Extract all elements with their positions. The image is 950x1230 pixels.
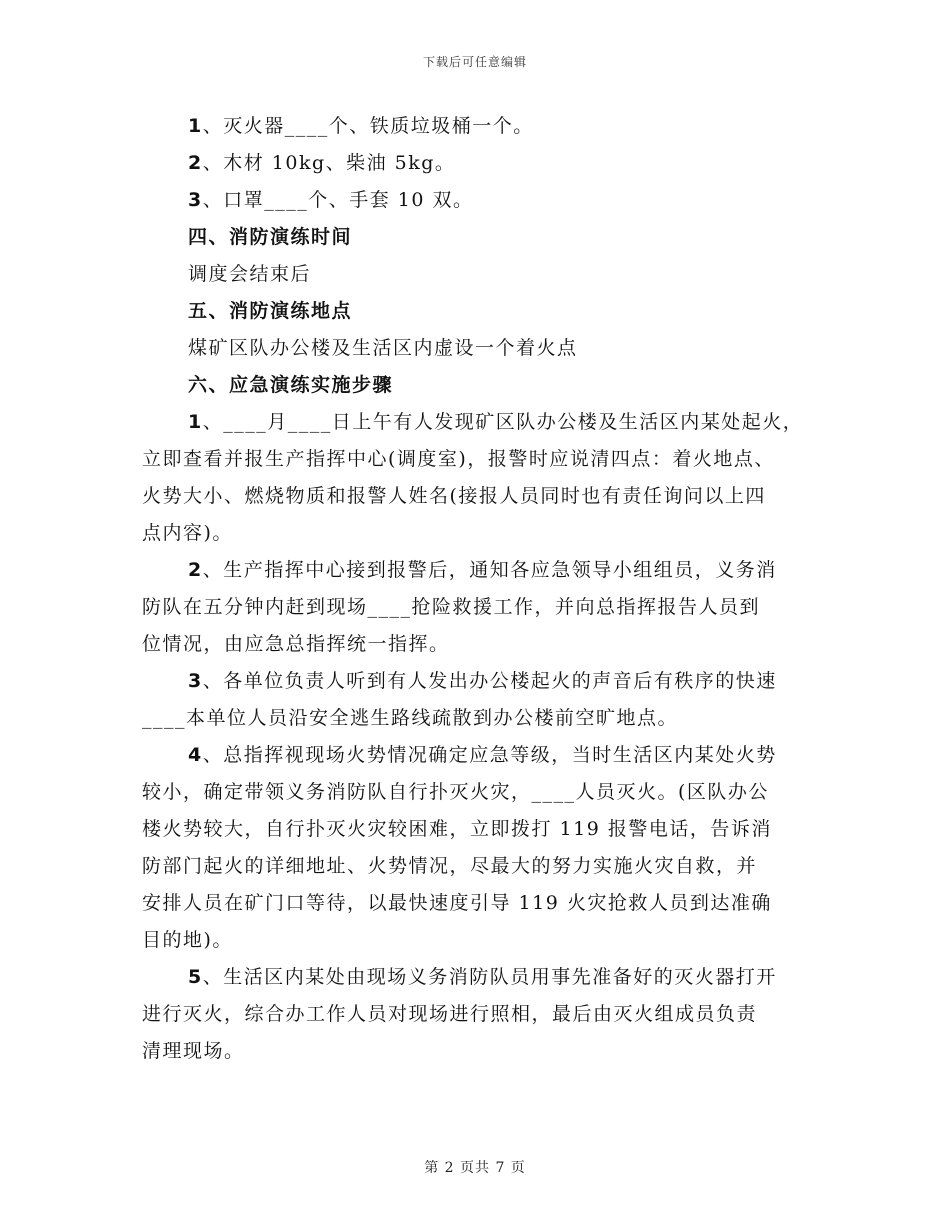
paragraph-line: 防队在五分钟内赶到现场____抢险救援工作，并向总指挥报告人员到	[142, 596, 761, 618]
item-text: 、生产指挥中心接到报警后，通知各应急领导小组组员，义务消	[202, 559, 777, 581]
item-text: 、各单位负责人听到有人发出办公楼起火的声音后有秩序的快速	[202, 670, 777, 692]
paragraph-line: 位情况，由应急总指挥统一指挥。	[142, 633, 450, 655]
section-heading-steps: 六、应急演练实施步骤	[188, 374, 394, 396]
item-text: 、灭火器____个、铁质垃圾桶一个。	[202, 115, 534, 137]
list-item	[142, 404, 814, 441]
list-item	[142, 145, 814, 182]
paragraph-line: 防部门起火的详细地址、火势情况，尽最大的努力实施火灾自救，并	[142, 855, 758, 877]
item-number: 1	[188, 411, 203, 433]
item-text: 、生活区内某处由现场义务消防队员用事先准备好的灭火器打开	[202, 966, 777, 988]
section-heading-time: 四、消防演练时间	[188, 226, 353, 248]
item-text: 、木材 10kg、柴油 5kg。	[202, 152, 456, 174]
page-footer: 第 2 页共 7 页	[424, 1160, 526, 1176]
item-text: 、总指挥视现场火势情况确定应急等级，当时生活区内某处火势	[202, 744, 777, 766]
paragraph-line: ____本单位人员沿安全逃生路线疏散到办公楼前空旷地点。	[142, 707, 679, 729]
paragraph-line: 清理现场。	[142, 1040, 245, 1062]
paragraph-line: 较小，确定带领义务消防队自行扑灭火灾，____人员灭火。(区队办公	[142, 781, 769, 803]
item-text: 、____月____日上午有人发现矿区队办公楼及生活区内某处起火，	[202, 411, 804, 433]
list-item	[142, 959, 814, 996]
list-item	[142, 108, 814, 145]
section-heading-location: 五、消防演练地点	[188, 300, 353, 322]
item-number: 4	[188, 744, 203, 766]
list-item	[142, 552, 814, 589]
paragraph-line: 调度会结束后	[188, 263, 312, 285]
item-number: 3	[188, 189, 203, 211]
paragraph-line: 立即查看并报生产指挥中心(调度室)，报警时应说清四点：着火地点、	[142, 448, 775, 470]
item-number: 1	[188, 115, 203, 137]
list-item	[142, 182, 814, 219]
page-header: 下载后可任意编辑	[422, 55, 527, 69]
item-text: 、口罩____个、手套 10 双。	[202, 189, 474, 211]
paragraph-line: 安排人员在矿门口等待，以最快速度引导 119 火灾抢救人员到达准确	[142, 892, 772, 914]
paragraph-line: 点内容)。	[142, 522, 233, 544]
paragraph-line: 火势大小、燃烧物质和报警人姓名(接报人员同时也有责任询问以上四	[142, 485, 766, 507]
list-item	[142, 663, 814, 700]
paragraph-line: 楼火势较大，自行扑灭火灾较困难，立即拨打 119 报警电话，告诉消	[142, 818, 772, 840]
paragraph-line: 煤矿区队办公楼及生活区内虚设一个着火点	[188, 337, 578, 359]
item-number: 2	[188, 152, 203, 174]
item-number: 3	[188, 670, 203, 692]
item-number: 2	[188, 559, 203, 581]
item-number: 5	[188, 966, 203, 988]
list-item	[142, 737, 814, 774]
document-body	[142, 108, 814, 1070]
paragraph-line: 进行灭火，综合办工作人员对现场进行照相，最后由灭火组成员负责	[142, 1003, 758, 1025]
paragraph-line: 目的地)。	[142, 929, 233, 951]
